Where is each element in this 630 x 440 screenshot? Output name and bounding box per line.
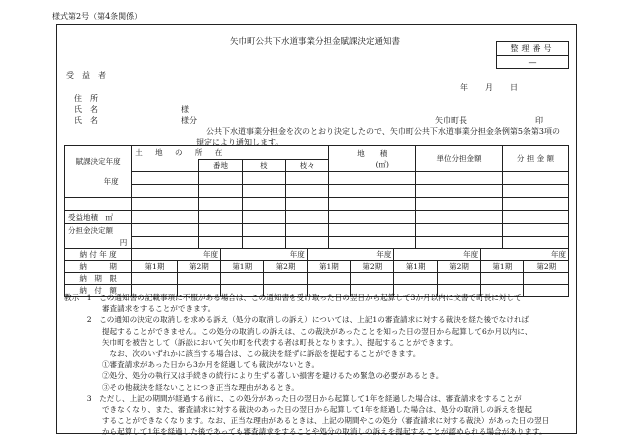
- yen-label: 円: [65, 237, 132, 249]
- period-cell: 第2期: [351, 260, 394, 272]
- payment-amount-label: 納 付 額: [65, 284, 132, 296]
- date-month: 月: [485, 83, 493, 92]
- period-cell: 第1期: [307, 260, 350, 272]
- name-label-1: 氏 名: [74, 105, 98, 114]
- notice-text-line2: 規定により通知します。: [196, 138, 284, 147]
- instructions: [64, 292, 572, 438]
- location-header: 土 地 の 所 在: [132, 146, 329, 160]
- note-line: 提起することができません。この処分の取消しの訴えは、この裁決があったことを知った日の翌日から起算して6か月以内に、: [64, 326, 533, 336]
- reference-number-label: 整理番号: [497, 42, 568, 56]
- address-label: 住 所: [74, 94, 98, 103]
- name-label-2: 氏 名: [74, 116, 98, 125]
- note-line: なお、次のいずれかに該当する場合は、この裁決を経ずに訴訟を提起することができます。: [64, 349, 421, 359]
- recipient-label: 受 益 者: [66, 71, 106, 80]
- issuer-name: 矢巾町長: [435, 116, 467, 125]
- payment-year-label: 納 付 年 度: [65, 248, 132, 260]
- payment-year-3: 年度: [307, 248, 394, 260]
- note-line: ②処分、処分の執行又は手続きの続行により生ずる著しい損害を避けるため緊急の必要があるとき。: [64, 371, 444, 381]
- honorific-1: 様: [181, 105, 189, 114]
- unit-price-header: 単位分担金額: [416, 146, 503, 172]
- date-day: 日: [510, 83, 518, 92]
- eda-header: 枝: [242, 160, 285, 172]
- form-number: 様式第2号（第4条関係）: [52, 12, 143, 21]
- reference-number-box: [496, 41, 569, 69]
- total-amount-label: 分担金決定額: [65, 224, 132, 237]
- period-cell: 第2期: [264, 260, 307, 272]
- payment-year-2: 年度: [221, 248, 308, 260]
- document-title: 矢巾町公共下水道事業分担金賦課決定通知書: [229, 37, 400, 47]
- notice-text-line1: 公共下水道事業分担金を次のとおり決定したので、矢巾町公共下水道事業分担金条例第5条第3項の: [206, 127, 561, 136]
- note-line: することができなくなります。なお、正当な理由があるときは、上記の期間やこの処分（審査請求に対する裁決）があった日の翌日: [64, 416, 550, 426]
- amount-header: 分 担 金 額: [502, 146, 568, 172]
- date-year: 年: [460, 83, 468, 92]
- period-cell: 第2期: [524, 260, 569, 272]
- note-line: できなくなり、また、審査請求に対する裁決のあった日の翌日から起算して1年を経過した場合は、処分の取消しの訴えを提起: [64, 405, 532, 415]
- payment-period-label: 納 期: [65, 260, 132, 272]
- deadline-label: 納 期 限: [65, 272, 132, 284]
- issuer-seal: 印: [535, 116, 543, 125]
- chiban-header: 番地: [199, 160, 242, 172]
- payment-year-5: 年度: [481, 248, 569, 260]
- period-cell: 第1期: [481, 260, 524, 272]
- reference-number-value: —: [528, 58, 537, 67]
- note-line: 矢巾町を被告として（訴訟において矢巾町を代表する者は町長となります。）、提起することができます。: [64, 337, 458, 347]
- benefit-area-label: 受益地積 ㎡: [65, 211, 132, 224]
- note-line: 教示 1 この通知書の記載事項に不服がある場合は、この通知書を受け取った日の翌日から起算して3か月以内に文書で町長に対して: [64, 293, 522, 302]
- edaeda-header: 枝々: [286, 160, 329, 172]
- payment-year-4: 年度: [394, 248, 481, 260]
- note-line: 2 この通知の決定の取消しを求める訴え（処分の取消しの訴え）については、上記1の審査請求に対する裁決を経た後でなければ: [64, 315, 530, 325]
- assessment-table: [64, 145, 569, 297]
- area-header: 地 積 (㎡): [329, 146, 416, 172]
- note-line: ③その他裁決を経ないことにつき正当な理由があるとき。: [64, 382, 299, 392]
- note-line: 3 ただし、上記の期間が経過する前に、この処分があった日の翌日から起算して1年を経過した場合は、審査請求をすることが: [64, 393, 522, 403]
- note-line: ①審査請求があった日から3か月を経過しても裁決がないとき。: [64, 360, 320, 370]
- note-line: から起算して1年を経過した後であっても審査請求をすることや処分の取消しの訴えを提起することが認められる場合があります。: [64, 427, 547, 437]
- honorific-2: 様分: [181, 116, 197, 125]
- payment-year-1: 年度: [132, 248, 221, 260]
- period-cell: 第2期: [437, 260, 480, 272]
- fiscal-year-cell: 賦課決定年度 年度: [65, 146, 132, 198]
- period-cell: 第2期: [177, 260, 220, 272]
- note-line: 審査請求をすることができます。: [64, 304, 216, 314]
- period-cell: 第1期: [394, 260, 437, 272]
- period-cell: 第1期: [132, 260, 178, 272]
- period-cell: 第1期: [221, 260, 264, 272]
